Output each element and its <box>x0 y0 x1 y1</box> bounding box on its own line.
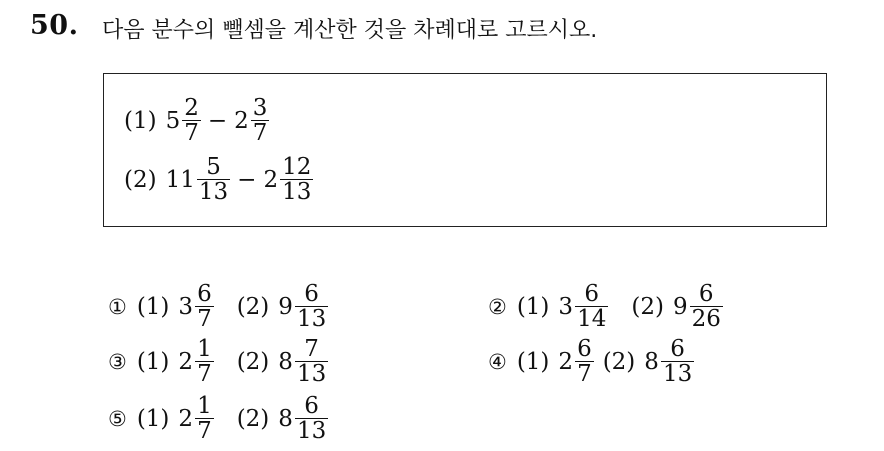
fraction <box>251 96 270 145</box>
fraction <box>575 337 594 386</box>
problem-2 <box>124 155 314 204</box>
fraction <box>197 155 230 204</box>
choice-3[interactable] <box>108 337 329 386</box>
denominator: 7 <box>197 418 212 444</box>
choice-marker: ① <box>108 294 127 319</box>
fraction <box>182 96 201 145</box>
fraction <box>280 155 313 204</box>
problem-label: (2) <box>124 166 157 193</box>
choice-marker: ② <box>488 294 507 319</box>
mixed-whole: 11 <box>165 166 195 193</box>
answer-label: (1) <box>136 348 170 375</box>
minus-sign: − <box>237 166 257 193</box>
numerator: 6 <box>304 393 319 419</box>
choice-marker: ⑤ <box>108 406 127 431</box>
mixed-whole: 3 <box>558 293 574 320</box>
numerator: 6 <box>304 281 319 307</box>
mixed-whole: 8 <box>278 348 293 375</box>
denominator: 13 <box>282 179 312 205</box>
mixed-whole: 2 <box>558 348 574 375</box>
answer-label: (1) <box>516 293 550 320</box>
numerator: 1 <box>197 393 212 419</box>
problem-label: (1) <box>124 107 157 134</box>
numerator: 6 <box>670 336 685 362</box>
numerator: 12 <box>282 154 312 180</box>
denominator: 7 <box>184 120 199 146</box>
mixed-whole: 8 <box>644 348 659 375</box>
answer-label: (2) <box>236 293 270 320</box>
numerator: 6 <box>584 281 600 307</box>
denominator: 13 <box>296 306 327 332</box>
choice-2[interactable] <box>488 282 724 331</box>
question-text: 다음 분수의 뺄셈을 계산한 것을 차례대로 고르시오. <box>102 18 598 43</box>
mixed-whole: 3 <box>178 293 194 320</box>
denominator: 13 <box>296 418 327 444</box>
choice-1[interactable] <box>108 282 329 331</box>
question-number: 50. <box>30 10 79 41</box>
numerator: 5 <box>206 154 221 180</box>
denominator: 7 <box>252 120 268 146</box>
fraction <box>661 337 694 386</box>
mixed-whole: 2 <box>263 166 279 193</box>
denominator: 13 <box>296 361 327 387</box>
numerator: 3 <box>252 95 268 121</box>
answer-label: (1) <box>136 405 170 432</box>
answer-label: (2) <box>236 348 270 375</box>
choice-marker: ③ <box>108 349 127 374</box>
numerator: 1 <box>197 336 212 362</box>
mixed-whole: 2 <box>178 405 194 432</box>
denominator: 7 <box>197 306 212 332</box>
numerator: 7 <box>304 336 319 362</box>
denominator: 26 <box>691 306 721 332</box>
denominator: 14 <box>577 306 607 332</box>
numerator: 6 <box>577 336 592 362</box>
denominator: 13 <box>662 361 693 387</box>
minus-sign: − <box>207 107 228 134</box>
fraction <box>195 282 214 331</box>
fraction <box>195 394 214 443</box>
fraction <box>295 337 328 386</box>
answer-label: (1) <box>136 293 170 320</box>
mixed-whole: 2 <box>178 348 194 375</box>
fraction <box>295 394 328 443</box>
answer-label: (2) <box>236 405 270 432</box>
choice-5[interactable] <box>108 394 329 443</box>
mixed-whole: 9 <box>672 293 688 320</box>
answer-label: (2) <box>631 293 664 320</box>
answer-label: (2) <box>602 348 636 375</box>
fraction <box>195 337 214 386</box>
denominator: 13 <box>198 179 229 205</box>
mixed-whole: 2 <box>234 107 249 134</box>
denominator: 7 <box>577 361 592 387</box>
mixed-whole: 8 <box>278 405 293 432</box>
numerator: 6 <box>197 281 212 307</box>
choice-marker: ④ <box>488 349 507 374</box>
answer-label: (1) <box>516 348 550 375</box>
fraction <box>575 282 608 331</box>
mixed-whole: 5 <box>165 107 181 134</box>
problem-1 <box>124 96 270 145</box>
numerator: 6 <box>698 281 714 307</box>
mixed-whole: 9 <box>278 293 293 320</box>
numerator: 2 <box>184 95 199 121</box>
denominator: 7 <box>197 361 212 387</box>
fraction <box>295 282 328 331</box>
fraction <box>690 282 723 331</box>
choice-4[interactable] <box>488 337 695 386</box>
